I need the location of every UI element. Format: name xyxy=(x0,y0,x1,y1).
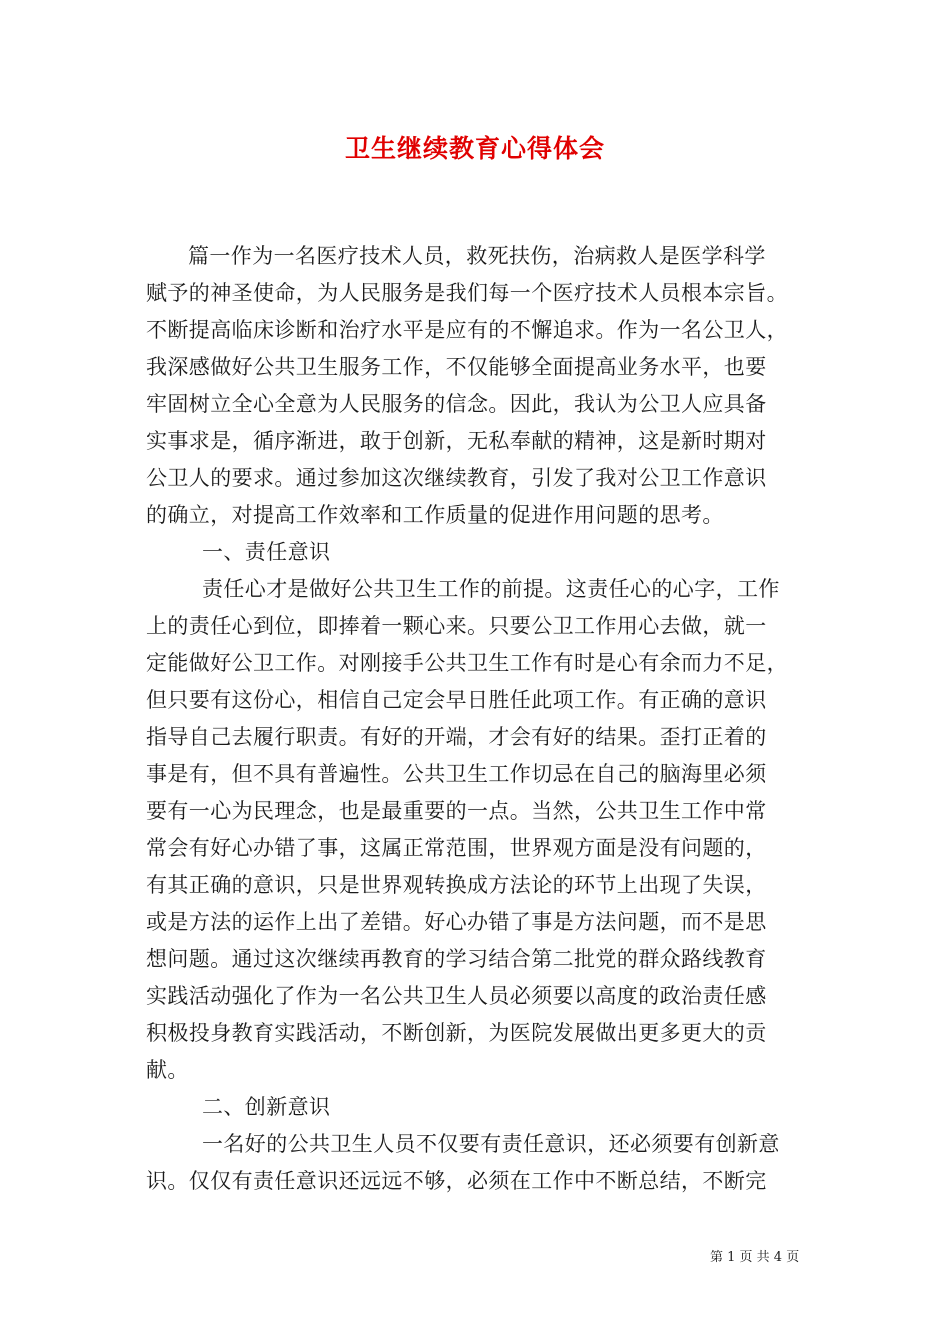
body-line-5: 牢固树立全心全意为人民服务的信念。因此，我认为公卫人应具备 xyxy=(146,392,767,416)
body-line-14: 指导自己去履行职责。有好的开端，才会有好的结果。歪打正着的 xyxy=(146,725,767,749)
body-line-11: 上的责任心到位，即捧着一颗心来。只要公卫工作用心去做，就一 xyxy=(146,614,767,638)
body-line-25: 一名好的公共卫生人员不仅要有责任意识，还必须要有创新意 xyxy=(202,1132,780,1156)
body-line-1: 篇一作为一名医疗技术人员，救死扶伤，治病救人是医学科学 xyxy=(188,244,766,268)
body-line-2: 赋予的神圣使命，为人民服务是我们每一个医疗技术人员根本宗旨。 xyxy=(146,281,788,305)
body-line-26: 识。仅仅有责任意识还远远不够，必须在工作中不断总结，不断完 xyxy=(146,1169,767,1193)
body-line-3: 不断提高临床诊断和治疗水平是应有的不懈追求。作为一名公卫人， xyxy=(146,318,788,342)
section-heading-responsibility: 一、责任意识 xyxy=(202,540,331,564)
body-line-10: 责任心才是做好公共卫生工作的前提。这责任心的心字，工作 xyxy=(202,577,780,601)
body-line-23: 献。 xyxy=(146,1058,189,1082)
body-line-12: 定能做好公卫工作。对刚接手公共卫生工作有时是心有余而力不足， xyxy=(146,651,788,675)
body-line-18: 有其正确的意识，只是世界观转换成方法论的环节上出现了失误， xyxy=(146,873,767,897)
body-line-20: 想问题。通过这次继续再教育的学习结合第二批党的群众路线教育 xyxy=(146,947,767,971)
body-line-17: 常会有好心办错了事，这属正常范围，世界观方面是没有问题的， xyxy=(146,836,767,860)
body-line-13: 但只要有这份心，相信自己定会早日胜任此项工作。有正确的意识 xyxy=(146,688,767,712)
document-title: 卫生继续教育心得体会 xyxy=(344,134,605,163)
body-line-6: 实事求是，循序渐进，敢于创新，无私奉献的精神，这是新时期对 xyxy=(146,429,767,453)
page-number-footer: 第 1 页 共 4 页 xyxy=(710,1250,800,1265)
body-line-16: 要有一心为民理念，也是最重要的一点。当然，公共卫生工作中常 xyxy=(146,799,767,823)
body-line-21: 实践活动强化了作为一名公共卫生人员必须要以高度的政治责任感 xyxy=(146,984,767,1008)
body-line-19: 或是方法的运作上出了差错。好心办错了事是方法问题，而不是思 xyxy=(146,910,767,934)
body-line-8: 的确立，对提高工作效率和工作质量的促进作用问题的思考。 xyxy=(146,503,724,527)
body-line-22: 积极投身教育实践活动，不断创新，为医院发展做出更多更大的贡 xyxy=(146,1021,767,1045)
body-line-7: 公卫人的要求。通过参加这次继续教育，引发了我对公卫工作意识 xyxy=(146,466,767,490)
body-line-4: 我深感做好公共卫生服务工作，不仅能够全面提高业务水平，也要 xyxy=(146,355,767,379)
body-line-15: 事是有，但不具有普遍性。公共卫生工作切忌在自己的脑海里必须 xyxy=(146,762,767,786)
section-heading-innovation: 二、创新意识 xyxy=(202,1095,331,1119)
